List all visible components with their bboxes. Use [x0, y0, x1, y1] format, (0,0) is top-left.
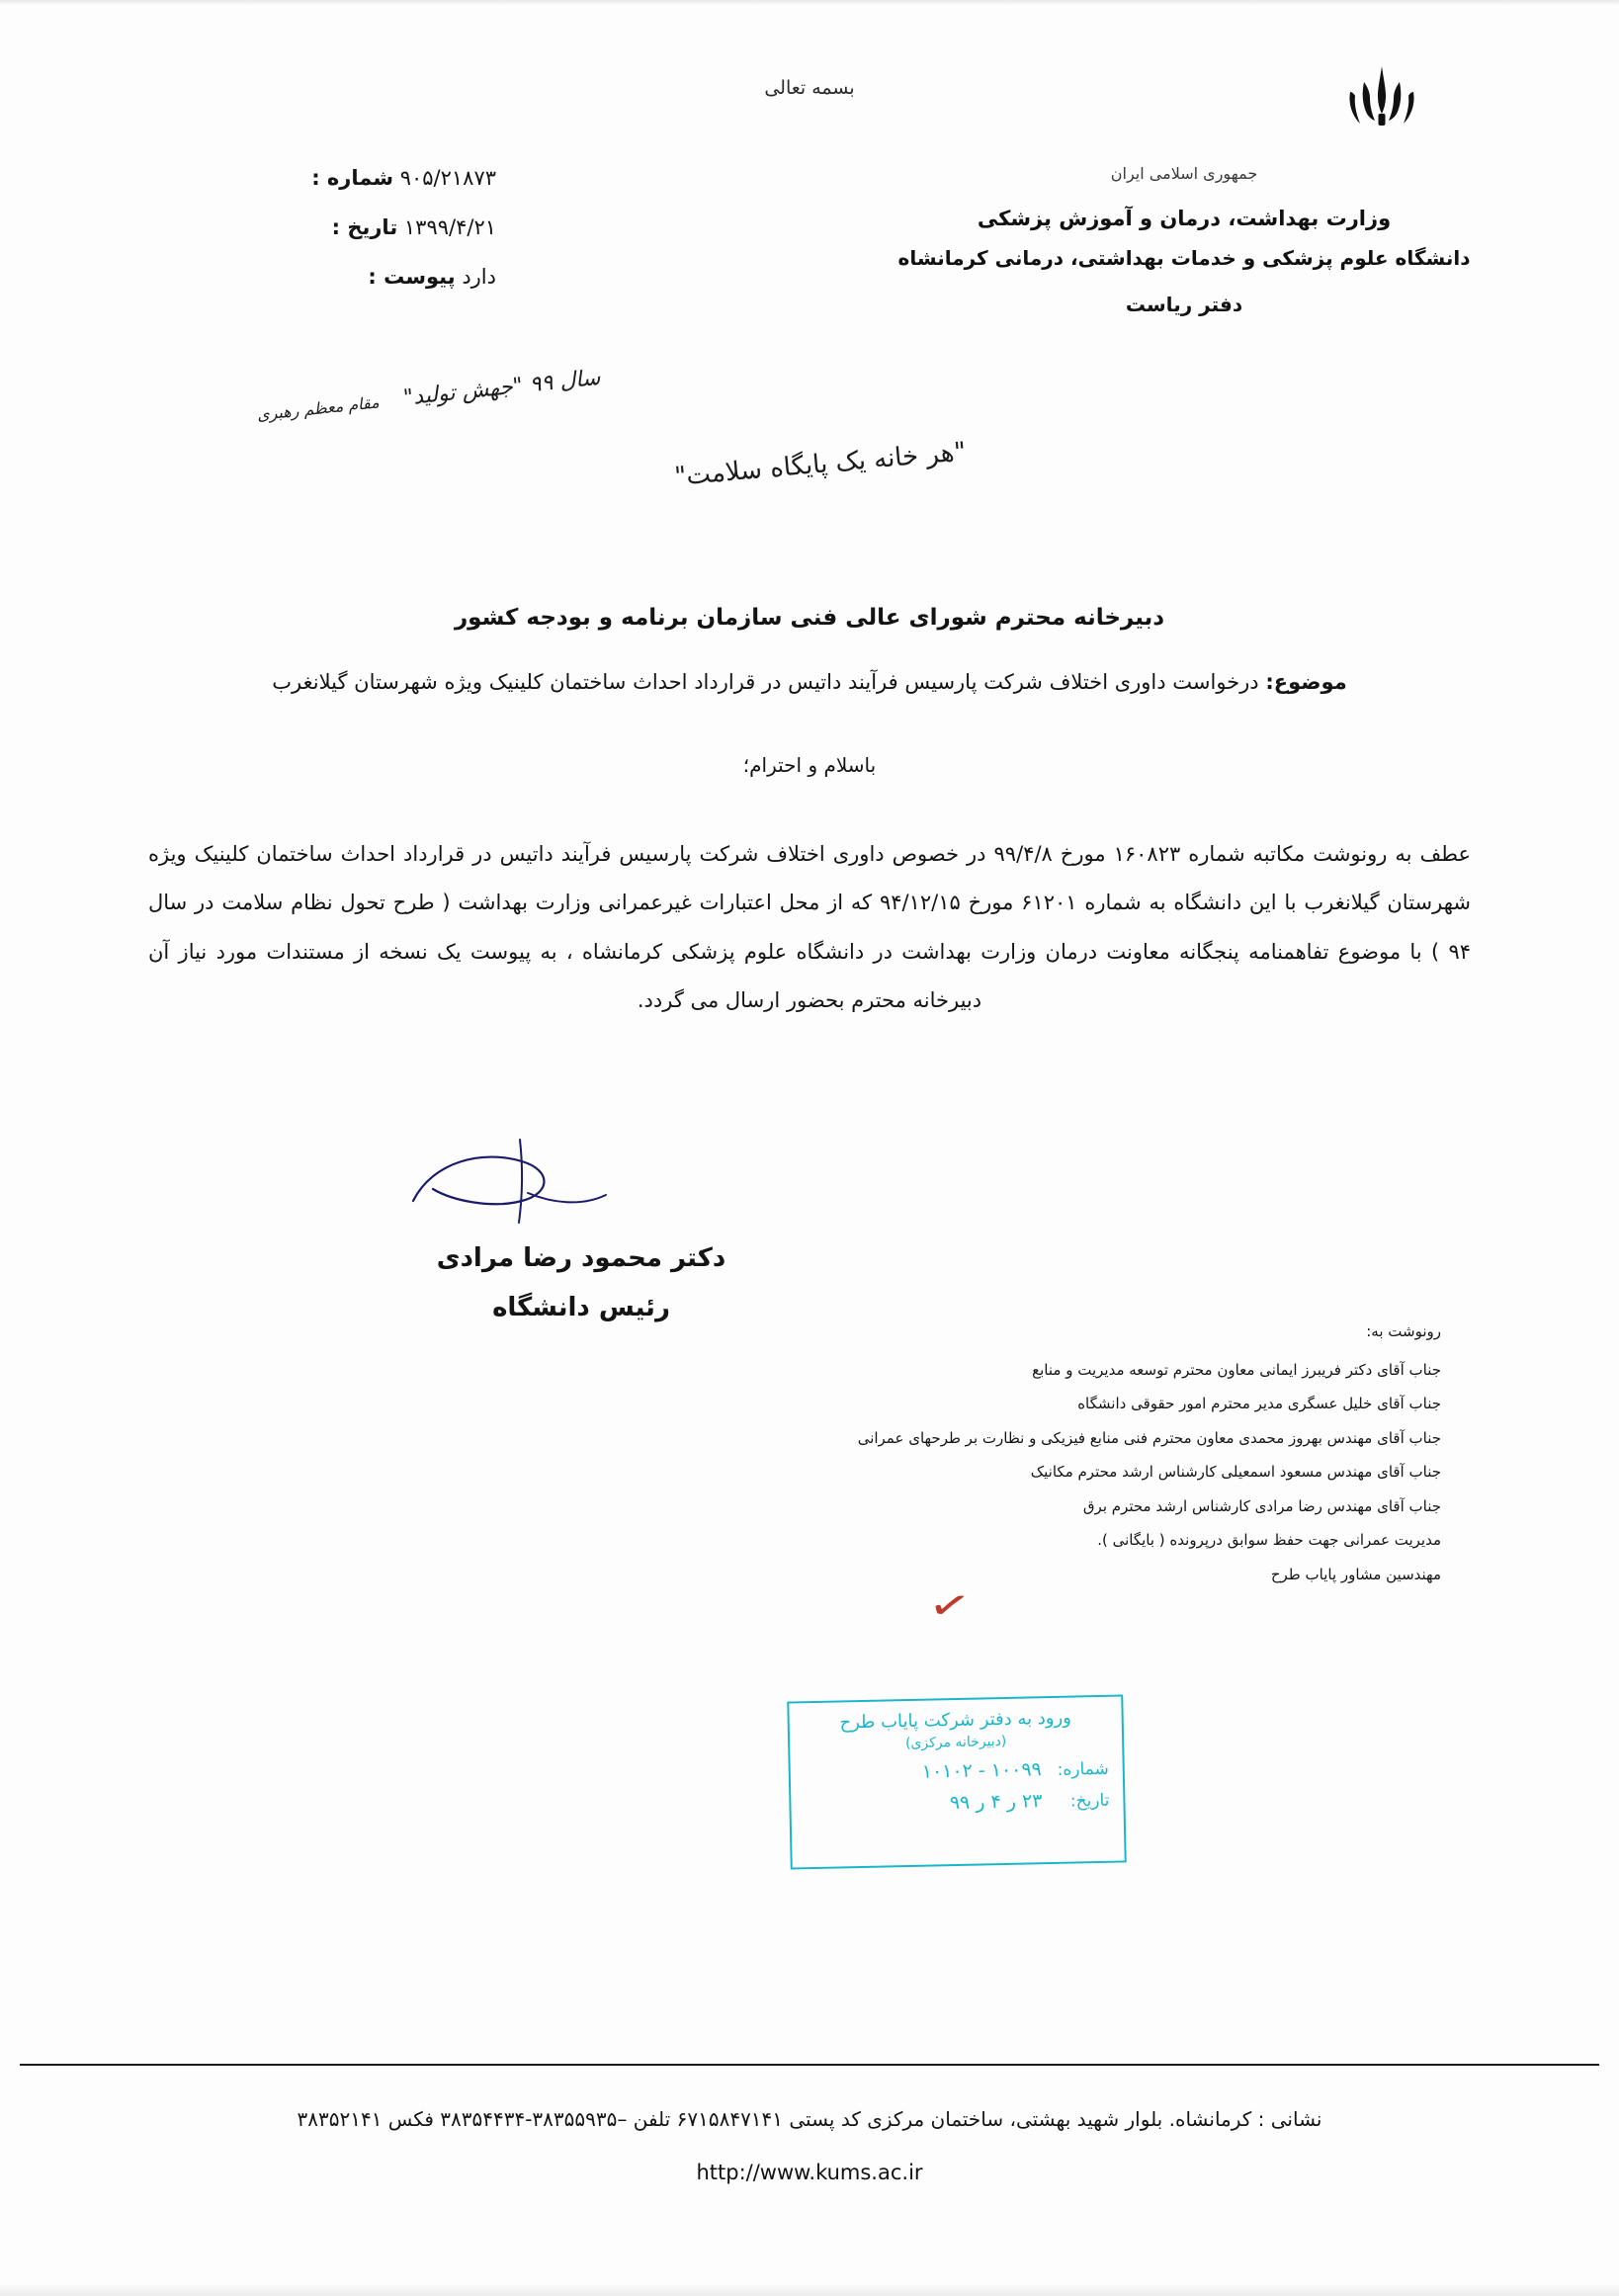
- bismillah-heading: بسمه تعالی: [764, 77, 855, 99]
- letter-number-label: شماره :: [311, 166, 393, 190]
- letter-attachment-row: [206, 265, 621, 289]
- stamp-number-value: ۱۰۰۹۹ - ۱۰۱۰۲: [921, 1758, 1042, 1783]
- stamp-date-value: ۲۳ ر ۴ ر ۹۹: [949, 1790, 1043, 1815]
- cc-item: جناب آقای مهندس رضا مرادی کارشناس ارشد محترم برق: [1082, 1496, 1441, 1515]
- cc-item: مدیریت عمرانی جهت حفظ سوابق درپرونده ( بایگانی ).: [1097, 1531, 1441, 1549]
- handwritten-signature: [403, 1132, 631, 1240]
- footer-url: http://www.kums.ac.ir: [696, 2161, 923, 2184]
- letter-number-row: [206, 166, 621, 190]
- year-slogan-text: سال ۹۹ "جهش تولید": [401, 365, 602, 411]
- cc-list: [828, 1315, 1441, 1591]
- emblem-caption: جمهوری اسلامی ایران: [1110, 164, 1258, 183]
- university-name: دانشگاه علوم پزشکی و خدمات بهداشتی، درمانی کرمانشاه: [897, 246, 1471, 271]
- organization-block: [868, 158, 1500, 324]
- body-paragraph: عطف به رونوشت مکاتبه شماره ۱۶۰۸۲۳ مورخ ۹۹/۴/۸ در خصوص داوری اختلاف شرکت پارسیس فرآیند داتیس در قرارداد احداث ساختمان کلینیک ویژه شهرستان گیلانغرب با این دانشگاه به شماره ۶۱۲۰۱ مورخ ۹۴/۱۲/۱۵ که از محل اعتبارات غیرعمرانی وزارت بهداشت ( طرح تحول نظام سلامت در سال ۹۴ ) با موضوع تفاهمنامه پنجگانه معاونت درمان وزارت بهداشت در دانشگاه علوم پزشکی کرمانشاه ، به پیوست یک نسخه از مستندات مورد نیاز آن دبیرخانه محترم بحضور ارسال می گردد.: [148, 842, 1471, 1013]
- cc-item: جناب آقای مهندس بهروز محمدی معاون محترم فنی منابع فیزیکی و نظارت بر طرحهای عمرانی: [857, 1428, 1441, 1447]
- letter-meta: [206, 166, 621, 314]
- reception-stamp: [787, 1694, 1126, 1869]
- cc-item: جناب آقای دکتر فریبرز ایمانی معاون محترم توسعه مدیریت و منابع: [1032, 1360, 1441, 1379]
- cc-item: مهندسین مشاور پایاب طرح: [1270, 1565, 1441, 1583]
- stamp-number-row: [805, 1757, 1109, 1785]
- letter-number-value: ۹۰۵/۲۱۸۷۳: [399, 166, 496, 190]
- year-slogan: [255, 366, 601, 426]
- signer-title: رئیس دانشگاه: [492, 1293, 670, 1322]
- letter-attachment-label: پیوست :: [368, 265, 456, 289]
- stamp-subtitle: (دبیرخانه مرکزی): [904, 1733, 1007, 1752]
- letter-date-label: تاریخ :: [331, 215, 398, 239]
- subject-text: درخواست داوری اختلاف شرکت پارسیس فرآیند داتیس در قرارداد احداث ساختمان کلینیک ویژه شهرستان گیلانغرب: [272, 670, 1259, 694]
- scan-edge-top: [0, 0, 1619, 6]
- footer-address: نشانی : کرمانشاه. بلوار شهید بهشتی، ساختمان مرکزی کد پستی ۶۷۱۵۸۴۷۱۴۱ تلفن –۳۸۳۵۵۹۳۵-۳۸۳۵۴۴۳۴ فکس ۳۸۳۵۲۱۴۱: [297, 2107, 1322, 2131]
- footer-divider: [20, 2064, 1599, 2066]
- subject-line: [119, 670, 1500, 694]
- handwritten-check-icon: ✓: [925, 1580, 976, 1632]
- greeting-line: باسلام و احترام؛: [742, 753, 877, 777]
- scan-edge-bottom: [0, 2282, 1619, 2296]
- ministry-name: وزارت بهداشت، درمان و آموزش پزشکی: [977, 207, 1392, 231]
- health-slogan: "هر خانه یک پایگاه سلامت": [673, 437, 968, 492]
- cc-item: جناب آقای مهندس مسعود اسمعیلی کارشناس ارشد محترم مکانیک: [1030, 1463, 1441, 1481]
- letter-date-value: ۱۳۹۹/۴/۲۱: [403, 215, 496, 239]
- letter-date-row: [206, 215, 621, 239]
- stamp-date-label: تاریخ:: [1069, 1790, 1110, 1812]
- leader-attribution: مقام معظم رهبری: [255, 392, 381, 425]
- subject-label: موضوع:: [1265, 670, 1347, 694]
- cc-title: رونوشت به:: [1366, 1322, 1441, 1340]
- stamp-title: ورود به دفتر شرکت پایاب طرح: [839, 1707, 1072, 1734]
- stamp-date-row: [805, 1789, 1109, 1817]
- letter-attachment-value: دارد: [462, 265, 496, 289]
- iran-emblem-icon: [1322, 51, 1441, 160]
- signer-name: دکتر محمود رضا مرادی: [436, 1243, 726, 1273]
- department-name: دفتر ریاست: [1125, 293, 1243, 317]
- cc-item: جناب آقای خلیل عسگری مدیر محترم امور حقوقی دانشگاه: [1077, 1395, 1441, 1412]
- addressee-line: دبیرخانه محترم شورای عالی فنی سازمان برنامه و بودجه کشور: [454, 605, 1165, 631]
- stamp-number-label: شماره:: [1057, 1758, 1109, 1780]
